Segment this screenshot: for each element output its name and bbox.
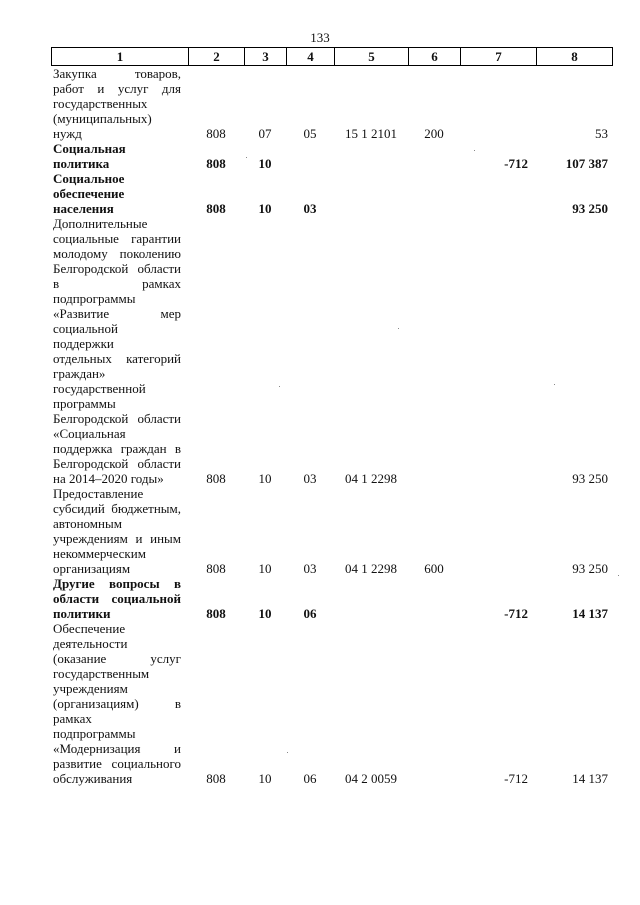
row-description [53,486,181,576]
description-line: государственных [53,96,148,111]
description-line: нужд [53,126,82,141]
description-line: деятельности [53,636,128,651]
cell-c8: 14 137 [572,606,608,621]
description-line: Белгородской области [53,411,181,426]
description-line: Социальная [53,141,126,156]
description-line: развитие социального [53,756,181,771]
description-line: государственным [53,666,150,681]
cell-c2: 808 [206,201,226,216]
description-line: работ и услуг для [53,81,181,96]
cell-c8: 53 [595,126,608,141]
description-line: поддержки [53,336,114,351]
cell-c4: 03 [303,561,317,576]
description-line: отдельных категорий [53,351,181,366]
scan-speck [474,150,475,151]
table-row [0,171,640,216]
cell-c4: 05 [303,126,317,141]
cell-c5: 04 1 2298 [345,561,397,576]
description-line: подпрограммы [53,291,136,306]
cell-c6: 600 [424,561,444,576]
description-line: на 2014–2020 годы» [53,471,164,486]
table-row [0,66,640,141]
description-line: политики [53,606,111,621]
description-line: граждан» [53,366,106,381]
scan-speck [246,157,247,158]
cell-c2: 808 [206,126,226,141]
row-description [53,66,181,141]
description-line: Обеспечение [53,621,126,636]
row-description [53,576,181,621]
cell-c7: -712 [504,606,528,621]
cell-c8: 93 250 [572,201,608,216]
description-line: субсидий бюджетным, [53,501,181,516]
description-line: рамках [53,711,92,726]
scan-speck [279,386,280,387]
scan-speck [618,575,619,576]
cell-c2: 808 [206,771,226,786]
description-line: молодому поколению [53,246,181,261]
description-line: некоммерческим [53,546,146,561]
header-cell-6: 6 [409,48,461,66]
scan-speck [287,752,288,753]
description-line: «Социальная [53,426,126,441]
budget-table-body [0,66,640,786]
cell-c8: 93 250 [572,471,608,486]
header-cell-1: 1 [52,48,189,66]
description-line: (муниципальных) [53,111,152,126]
row-description [53,216,181,486]
cell-c5: 04 2 0059 [345,771,397,786]
description-line: подпрограммы [53,726,136,741]
description-line: учреждениям и иным [53,531,181,546]
description-line: области социальной [53,591,181,606]
description-line: Другие вопросы в [53,576,181,591]
description-line: обеспечение [53,186,125,201]
description-line: политика [53,156,110,171]
cell-c7: -712 [504,771,528,786]
scan-speck [398,328,399,329]
description-line: организациям [53,561,131,576]
cell-c3: 10 [258,156,272,171]
description-line: «Модернизация и [53,741,181,756]
cell-c3: 10 [258,561,272,576]
header-cell-2: 2 [189,48,245,66]
table-row [0,576,640,621]
cell-c3: 10 [258,606,272,621]
description-line: (организациям) в [53,696,181,711]
table-header [51,47,613,66]
cell-c2: 808 [206,561,226,576]
description-line: социальной [53,321,118,336]
cell-c2: 808 [206,471,226,486]
description-line: Белгородской области [53,456,181,471]
header-cell-8: 8 [537,48,613,66]
cell-c7: -712 [504,156,528,171]
description-line: автономным [53,516,122,531]
description-line: социальные гарантии [53,231,181,246]
row-description [53,171,181,216]
cell-c4: 06 [303,771,317,786]
header-cell-3: 3 [245,48,287,66]
header-cell-5: 5 [335,48,409,66]
cell-c5: 04 1 2298 [345,471,397,486]
description-line: учреждениям [53,681,128,696]
scan-speck [554,384,555,385]
description-line: Предоставление [53,486,144,501]
description-line: Белгородской области [53,261,181,276]
description-line: поддержка граждан в [53,441,181,456]
table-row [0,216,640,486]
cell-c2: 808 [206,606,226,621]
cell-c4: 06 [303,606,317,621]
cell-c8: 14 137 [572,771,608,786]
row-description [53,141,181,171]
cell-c2: 808 [206,156,226,171]
description-line: в рамках [53,276,181,291]
cell-c5: 15 1 2101 [345,126,397,141]
cell-c3: 10 [258,201,272,216]
description-line: «Развитие мер [53,306,181,321]
description-line: Дополнительные [53,216,148,231]
description-line: Закупка товаров, [53,66,181,81]
header-cell-7: 7 [461,48,537,66]
table-row [0,486,640,576]
cell-c3: 10 [258,471,272,486]
cell-c8: 107 387 [565,156,608,171]
cell-c3: 07 [258,126,272,141]
description-line: Социальное [53,171,125,186]
cell-c3: 10 [258,771,272,786]
cell-c6: 200 [424,126,444,141]
description-line: государственной [53,381,146,396]
description-line: программы [53,396,116,411]
description-line: (оказание услуг [53,651,181,666]
cell-c8: 93 250 [572,561,608,576]
page-number: 133 [310,30,330,45]
description-line: обслуживания [53,771,133,786]
header-cell-4: 4 [287,48,335,66]
row-description [53,621,181,786]
description-line: населения [53,201,114,216]
table-row [0,621,640,786]
cell-c4: 03 [303,201,317,216]
cell-c4: 03 [303,471,317,486]
table-row [0,141,640,171]
